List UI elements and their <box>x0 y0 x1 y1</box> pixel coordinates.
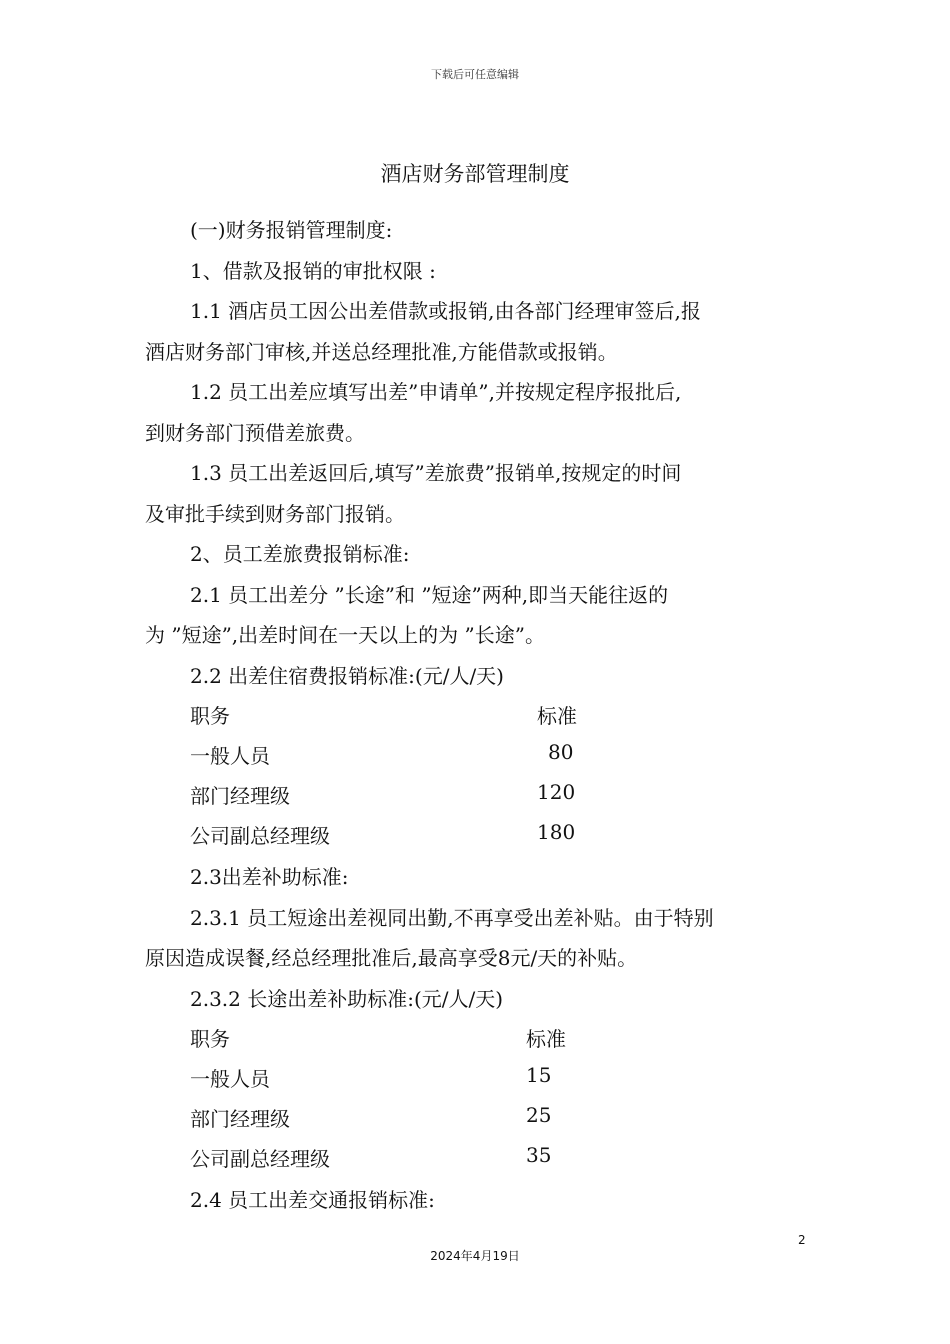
table-cell-position: 部门经理级 <box>190 784 290 808</box>
paragraph-line: 2.3.1 员工短途出差视同出勤,不再享受出差补贴。由于特别 <box>190 906 714 930</box>
item-heading: 1、借款及报销的审批权限 : <box>190 259 436 283</box>
section-heading: (一)财务报销管理制度: <box>190 218 393 242</box>
paragraph-line: 原因造成误餐,经总经理批准后,最高享受8元/天的补贴。 <box>145 946 638 970</box>
paragraph-line: 2.4 员工出差交通报销标准: <box>190 1188 435 1212</box>
table-header-position: 职务 <box>190 704 230 728</box>
item-heading: 2、员工差旅费报销标准: <box>190 542 410 566</box>
table-cell-value: 15 <box>526 1063 552 1087</box>
paragraph-line: 1.2 员工出差应填写出差”申请单”,并按规定程序报批后, <box>190 380 682 404</box>
table-cell-position: 一般人员 <box>190 744 270 768</box>
paragraph-line: 2.1 员工出差分 ”长途”和 ”短途”两种,即当天能往返的 <box>190 583 669 607</box>
table-cell-position: 公司副总经理级 <box>190 1147 330 1171</box>
document-title: 酒店财务部管理制度 <box>380 162 570 186</box>
table-cell-position: 公司副总经理级 <box>190 824 330 848</box>
table-cell-value: 35 <box>526 1143 552 1167</box>
paragraph-line: 2.3.2 长途出差补助标准:(元/人/天) <box>190 987 504 1011</box>
table-cell-position: 部门经理级 <box>190 1107 290 1131</box>
page-header-note: 下载后可任意编辑 <box>431 68 519 81</box>
paragraph-line: 1.1 酒店员工因公出差借款或报销,由各部门经理审签后,报 <box>190 299 701 323</box>
paragraph-line: 2.3出差补助标准: <box>190 865 349 889</box>
table-cell-value: 80 <box>548 740 574 764</box>
table-cell-value: 120 <box>537 780 576 804</box>
table-cell-value: 25 <box>526 1103 552 1127</box>
table-header-position: 职务 <box>190 1027 230 1051</box>
footer-date: 2024年4月19日 <box>430 1249 520 1263</box>
table-cell-position: 一般人员 <box>190 1067 270 1091</box>
paragraph-line: 及审批手续到财务部门报销。 <box>145 502 405 526</box>
page-number: 2 <box>798 1233 806 1247</box>
paragraph-line: 到财务部门预借差旅费。 <box>145 421 365 445</box>
table-cell-value: 180 <box>537 820 576 844</box>
paragraph-line: 为 ”短途”,出差时间在一天以上的为 ”长途”。 <box>145 623 545 647</box>
table-header-standard: 标准 <box>537 704 577 728</box>
table-header-standard: 标准 <box>526 1027 566 1051</box>
paragraph-line: 1.3 员工出差返回后,填写”差旅费”报销单,按规定的时间 <box>190 461 682 485</box>
paragraph-line: 2.2 出差住宿费报销标准:(元/人/天) <box>190 664 504 688</box>
paragraph-line: 酒店财务部门审核,并送总经理批准,方能借款或报销。 <box>145 340 618 364</box>
